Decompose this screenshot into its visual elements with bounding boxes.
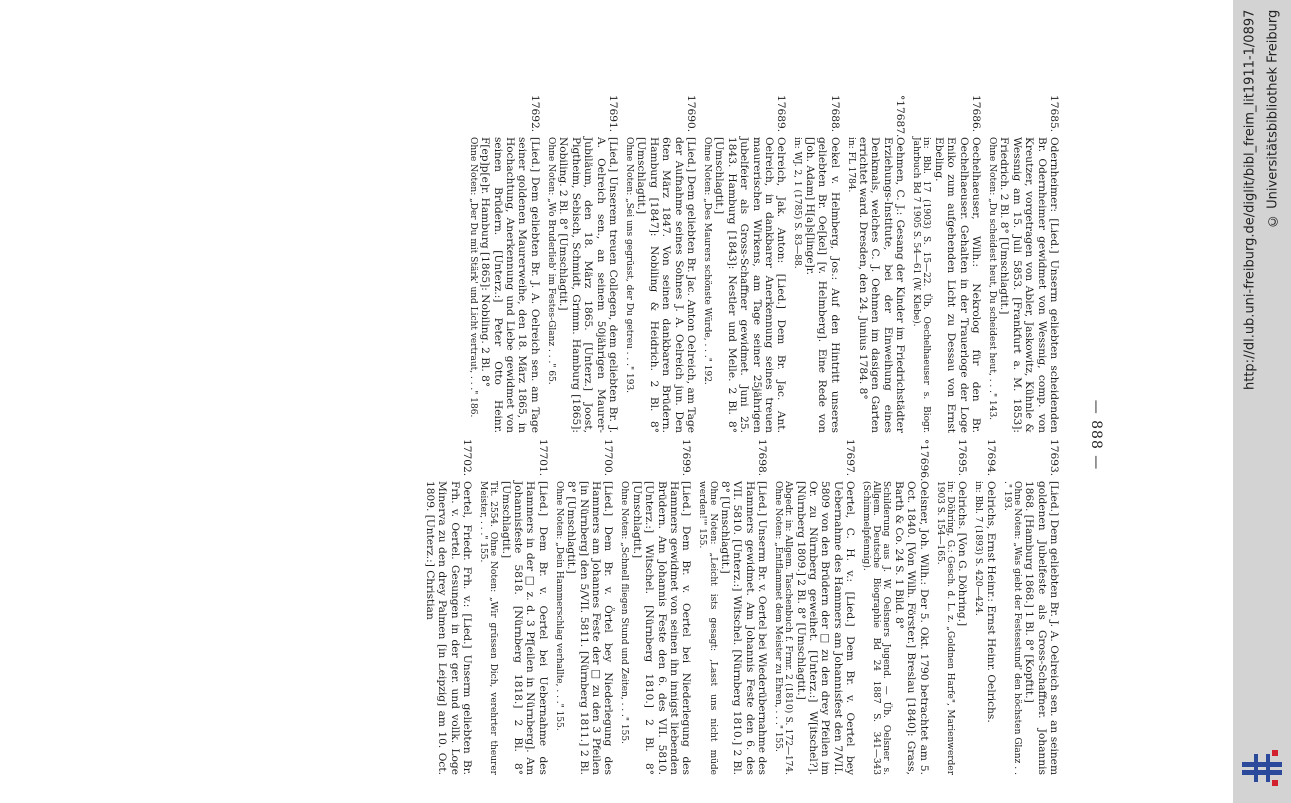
bibliography-entry: [911, 95, 982, 433]
entry-text: Oekel v. Helmberg, Jos.: Auf den Hintritt unseres geliebten Br. Oe[kel] [v. Helmberg]. Eine Rede von [Joh. Adam] H[a]s[linge]r.: [803, 137, 841, 433]
bibliography-entry: [987, 95, 1060, 433]
entry-note: in: Bbl. 17 (1903) S. 15—22. Üb. Oechelhaeuser s. Biogr. Jahrbuch Bd 7 1905 S. 54—61 (W. Klebe).: [911, 137, 932, 433]
entry-number: 17689.: [775, 95, 788, 133]
entry-number: °17696.: [917, 439, 930, 482]
left-column: [160, 95, 1060, 433]
right-column: [160, 439, 1060, 775]
entry-text: [Lied.] Dem geliebten Br. Jac. Anton Oelreich, am Tage der Aufnahme seines Sohnes J. A. Oelreich jun. Den 6ten März 1847. Von seinen dankbaren Brüdern. Hamburg [1847]: Nobiling & Heidrich. 2 Bl. 8° [Umschlagtit.]: [635, 137, 697, 433]
entry-note: in: WJ. 2, 1 (1785) S. 83—88.: [792, 137, 803, 269]
entry-number: 17691.: [606, 95, 619, 133]
entry-text: [Lied.] Dem geliebten Br. J. A. Oelreich sen. an seinem goldenen Jubelfeste als Gross-Schaffner. Johannis 1868. [Hamburg 1868.] 1 Bl. 8° [Kopftit.]: [1023, 481, 1060, 775]
entry-note: Ohne Noten: „Was giebt der Festesstund' den höchsten Glanz . . ." 193.: [1001, 481, 1022, 775]
entry-text: [Lied.] Unserem treuen Collegen, dem geliebten Br. J. A. Oelreich sen., an seinem 50jährigen Maurer-Jubiläum, den 18. März 1865. [Unterz.] Joost, Pigtheim, Sebisch, Schmidt, Grimm. Hamburg [1865]: Nobiling. 2 Bl. 8° [Umschlagtit.]: [557, 137, 619, 433]
entry-text: [Lied.] Unserm Br. v. Oertel bei Wiederübernahme des Hammers gewidmet. Am Johannis Feste den 6. des VII. 5810. [Unterz.:] Witschel. [Nürnberg 1810.] 2 Bl. 8° [Umschlagtit.]: [718, 481, 769, 775]
bibliography-entry: [554, 439, 615, 775]
entry-note: in: FL 1784.: [845, 137, 856, 193]
entry-text: [Lied.] Dem Br. v. Oertel bei Niederlegung des Hammers gewidmet von seinen ihn innigst liebenden Brüdern. Am Johannis Feste den 6. des VII. 5810. [Unterz.:] Witschel. [Nürnberg 1810.] 2 Bl. 8° [Umschlagtit.]: [630, 481, 693, 775]
bibliography-entry: [478, 439, 549, 775]
copyright-notice: © Universitätsbibliothek Freiburg: [1265, 10, 1281, 229]
university-library-logo-icon: [1240, 748, 1284, 788]
entry-note: Ohne Noten: „Schnell fliegen Stund und Zeiten, . . ." 155.: [619, 481, 630, 744]
entry-number: 17698.: [756, 439, 769, 477]
entry-note: Ohne Noten: „Wo Bruderlieb' im Festes-Glanz . . ." 65.: [545, 137, 556, 385]
entry-note: Ohne Noten: „Sei uns gegrüsst, der Du getreu . . ." 193.: [623, 137, 634, 394]
entry-text: [Lied.] Dem Br. v. Oertel bei Uebernahme des Hammers in der □ z. d. 3 Pf[eilen in Nürnberg]. Am Johannisfeste 5818. [Nürnberg 1818.] 2 Bl. 8° [Umschlagtit.]: [499, 481, 549, 775]
entry-note: Ohne Noten: „Du scheidest heut, Du scheidest heut, . . ." 143.: [987, 137, 998, 421]
entry-number: 17694.: [984, 439, 997, 477]
bibliography-entry: [423, 439, 473, 775]
entry-text: Oehmen, C. J.: Gesang der Kinder im Friedrichstädter Erziehungs-Institute, bei der Einweihung eines Denkmals, welches C. J. Oehmen im dasigen Garten errichtet ward. Dresden, den 24. Junius 1784. 8°: [857, 137, 907, 433]
page-number: — 888 —: [1088, 399, 1104, 471]
entry-text: Oelrichs. [Von G. Döhring.]: [956, 481, 969, 627]
entry-note: Ohne Noten: „Des Maurers schönste Würde, . . ." 192.: [702, 137, 713, 385]
bibliography-entry: [1002, 439, 1060, 775]
entry-text: Oelrichs, Ernst Heinr.: Ernst Heinr. Oelrichs.: [984, 481, 997, 723]
entry-number: 17693.: [1048, 439, 1060, 477]
entry-note: Ohne Noten: „Dein Hammerschlag verhallte, . . ." 155.: [553, 481, 564, 731]
entry-text: Oelsner, Joh. Wilh.: Der 5. Okt. 1790 betrachtet am 5. Oct. 1840. [Von Wilh. Förster.] Breslau [1840]: Grass, Barth & Co. 24 S. 1 Bild. 8°: [892, 481, 930, 775]
entry-note: Ohne Noten: „Der Du mit Stärk' und Licht vertraut, . . ." 186.: [467, 137, 478, 418]
entry-number: 17702.: [461, 439, 474, 477]
bibliography-entry: [546, 95, 619, 433]
bibliography-entry: [792, 95, 840, 433]
entry-text: Oechelhaeuser, Wilh.: Nekrolog für den Br. Oechelhaeuser. Gehalten in der Trauerloge der Loge Eniko zum aufgehenden Licht zu Dessau von Ernst Ebeling.: [932, 137, 982, 433]
entry-text: [Lied.] Dem Br. v. Örtel bey Niederlegung des Hammers am Johannes Feste der □ zu den 3 Pfeilen [in Nürnberg] den 5/VII. 5811. [Nürnberg 1811.] 2 Bl. 8° [Umschlagtit.]: [565, 481, 615, 775]
bibliography-entry: [846, 95, 907, 433]
entry-number: 17700.: [602, 439, 615, 477]
entry-text: Oelreich, Jak. Anton: [Lied.] Dem Br. Jac. Ant. Oelreich, in dankbarer Anerkennung seines treuen maurerischen Wirkens, am Tage seiner 25jährigen Jubelfeier als Gross-Schaffner gewidmet. Juni 25. 1843. Hamburg [1843]: Nestler und Melle. 2 Bl. 8° [Umschlagtit.]: [713, 137, 788, 433]
entry-note: in: Döhring, G.: Gesch. d. L. z. „Goldnen Harfe", Marienwerder 1903 S. 154—165.: [934, 481, 955, 775]
entry-number: °17687.: [894, 95, 907, 138]
bibliography-entry: [861, 439, 929, 775]
entry-number: 17690.: [684, 95, 697, 133]
document-url[interactable]: http://dl.ub.uni-freiburg.de/diglit/bibl_freim_lit1911-1/0897: [1242, 10, 1258, 391]
entry-note: Ohne Noten: „Leicht ists gesagt: ‚Lasst uns nicht müde werden!'" 155.: [697, 481, 718, 775]
entry-text: [Lied.] Dem geliebten Br. J. A. Oelreich sen. am Tage seiner goldenen Maurerweihe, den 18. März 1865, in Hochachtung, Anerkennung und Liebe gewidmet von seinen Brüdern. [Unterz.:] Peter Otto Heinr. F[ep]p[e]r. Hamburg [1865]: Nobiling. 2 Bl. 8°: [479, 137, 541, 433]
bibliography-entry: [697, 439, 768, 775]
entry-number: 17699.: [680, 439, 693, 477]
entry-note: in: Bbl. 7 (1893) S. 420—424.: [973, 481, 984, 616]
entry-note: Abgedr. in: Allgem. Taschenbuch f. Frmr. 2 (1810) S. 172—174. Ohne Noten: „Entflammet dem Meister zu Ehren, . . ." 155.: [773, 481, 794, 775]
entry-number: 17695.: [956, 439, 969, 477]
entry-note: Schilderung aus J. W. Oelsners Jugend. — Üb. Oelsner s. Allgem. Deutsche Biographie Bd 24 1887 S. 341—343 (Schimmelpfennig).: [861, 481, 892, 775]
entry-number: 17685.: [1048, 95, 1060, 133]
rotated-page-content: [158, 95, 1110, 775]
entry-number: 17686.: [969, 95, 982, 133]
bibliography-entry: [973, 439, 996, 775]
entry-number: 17697.: [844, 439, 857, 477]
bibliography-entry: [935, 439, 969, 775]
entry-number: 17692.: [528, 95, 541, 133]
entry-note: Tit. 2554. Ohne Noten: „Wir grüssen Dich, verehrter theurer Meister, . . ." 155.: [478, 481, 499, 775]
entry-text: Odernheimer: [Lied.] Unserm geliebten scheidenden Br. Odernheimer gewidmet von Wessnig, comp. von Kreutzer, vorgetragen von Abler, Jaskowitz, Kühnle & Wessnig am 15. Juli 5853. [Frankfurt a. M. 1853]: Friedrich. 2 Bl. 8° [Umschlagtit.]: [998, 137, 1060, 433]
bibliography-entry: [624, 95, 697, 433]
bibliography-entry: [702, 95, 787, 433]
bibliography-entry: [619, 439, 692, 775]
entry-text: Oertel, Friedr. Frh. v.: [Lied.] Unserm geliebten Br. Frh. v. Oertel. Gesungen in der ger. und vollk. Loge Minerva zu den drey Palmen [in Leipzig] am 10. Oct. 1809. [Unterz.:] Christian: [423, 481, 474, 775]
bibliography-entry: [773, 439, 856, 775]
entry-number: 17701.: [536, 439, 549, 477]
bibliography-entry: [468, 95, 541, 433]
entry-number: 17688.: [828, 95, 841, 133]
entry-text: Oertel, C. H. v.: [Lied.] Dem Br. v. Oertel bey Uebernahme des Hammers am Johannisfest den 7/VII. 5809 von den Brüdern der □ zu den drey Pfeilen im Or. zu Nürnberg geweihet. [Unterz.:] W[itschel?]. [Nürnberg 1809.] 2 Bl. 8° [Umschlagtit.]: [794, 481, 857, 775]
